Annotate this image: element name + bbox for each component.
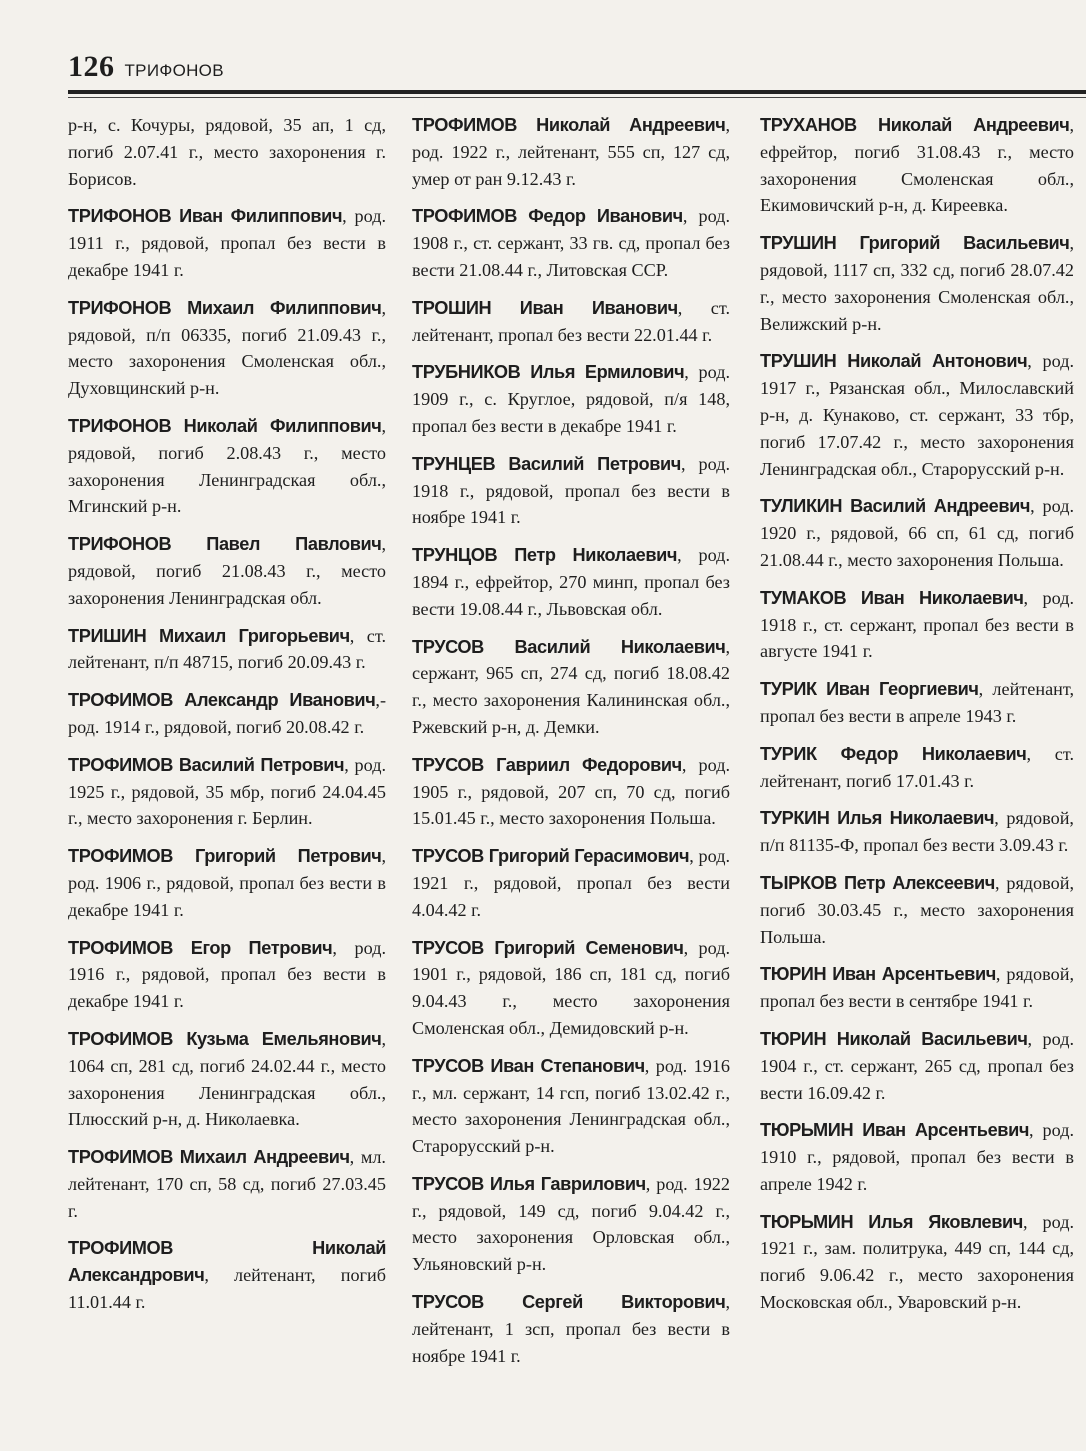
entry [412,1053,730,1160]
entry-text: р-н, с. Кочуры, рядовой, 35 ап, 1 сд, погиб 2.07.41 г., место захоронения г. Борисов. [68,115,386,189]
entry-text: , мл. лейтенант, 170 сп, 58 сд, погиб 27.03.45 г. [68,1147,386,1221]
entry-name: ТУМАКОВ Иван Николаевич [760,587,1024,608]
entry-name: ТРОФИМОВ Федор Иванович [412,206,683,227]
entry-name: ТРОФИМОВ Григорий Петрович [68,846,382,867]
entry-text: , род. 1906 г., рядовой, пропал без вести в декабре 1941 г. [68,846,386,920]
entry-text: , род. 1921 г., рядовой, пропал без вести 4.04.42 г. [412,846,730,920]
entry [68,1144,386,1224]
entry-text: , рядовой, погиб 2.08.43 г., место захоронения Ленинградская обл., Мгинский р-н. [68,415,386,517]
entry [412,359,730,439]
entry [68,687,386,741]
entry [412,542,730,622]
entry [760,676,1074,730]
entry-text: , род. 1920 г., рядовой, 66 сп, 61 сд, погиб 21.08.44 г., место захоронения Польша. [760,496,1074,570]
entry [412,203,730,283]
entry-text: , род. 1918 г., ст. сержант, пропал без вести в августе 1941 г. [760,587,1075,662]
entry-name: ТРУСОВ Григорий Семенович [412,937,684,958]
entry-text: , род. 1911 г., рядовой, пропал без вести в декабре 1941 г. [68,206,386,280]
entry-text: , род. 1909 г., с. Круглое, рядовой, п/я 148, пропал без вести в декабре 1941 г. [412,362,730,436]
entry-name: ТРОФИМОВ Василий Петрович [68,754,345,775]
entry-name: ТУЛИКИН Василий Андреевич [760,496,1031,517]
entry [68,843,386,923]
entry [760,961,1074,1015]
entry [412,843,730,923]
entry [68,623,386,677]
entry-name: ТРИФОНОВ Иван Филиппович [68,206,343,227]
entry-name: ТУРКИН Илья Николаевич [760,808,995,829]
column-3 [760,112,1074,1327]
header-rule-thin [68,97,1086,98]
entry [760,741,1074,795]
entry-text: , род. 1916 г., рядовой, пропал без вести в декабре 1941 г. [68,937,386,1012]
entry-name: ТРУШИН Григорий Васильевич [760,233,1070,254]
entry-name: ТРУСОВ Гавриил Федорович [412,754,682,775]
entry [412,451,730,531]
entry-text: , род. 1894 г., ефрейтор, 270 минп, пропал без вести 19.08.44 г., Львовская обл. [412,545,730,619]
entry [68,935,386,1015]
entry [760,870,1074,950]
entry-text: , род. 1910 г., рядовой, пропал без вести в апреле 1942 г. [760,1120,1074,1194]
entry [68,752,386,832]
entry-text: , род. 1922 г., лейтенант, 555 сп, 127 сд, умер от ран 9.12.43 г. [412,115,730,189]
entry-name: ТРУНЦЕВ Василий Петрович [412,453,681,474]
entry-name: ТРУХАНОВ Николай Андреевич [760,115,1070,135]
entry [68,1026,386,1133]
entry-text: , род. 1916 г., мл. сержант, 14 гсп, погиб 13.02.42 г., место захоронения Ленинградская обл., Старорусский р-н. [412,1055,730,1157]
entry-name: ТЮРИН Иван Арсентьевич [760,964,996,985]
entry-text: , ст. лейтенант, п/п 48715, погиб 20.09.43 г. [68,625,386,673]
entry-name: ТРОФИМОВ Александр Иванович [68,690,376,711]
entry [760,1026,1074,1106]
entry [68,203,386,283]
entry [760,1209,1074,1316]
entry-text: , род. 1905 г., рядовой, 207 сп, 70 сд, погиб 15.01.45 г., место захоронения Польша. [412,754,730,829]
entry-text: , род. 1901 г., рядовой, 186 сп, 181 сд, погиб 9.04.43 г., место захоронения Смоленская обл., Демидовский р-н. [412,937,730,1038]
entry-text: , род. 1925 г., рядовой, 35 мбр, погиб 24.04.45 г., место захоронения г. Берлин. [68,754,386,829]
entry-name: ТРОФИМОВ Кузьма Емельянович [68,1028,382,1049]
entry-name: ТЮРЬМИН Иван Арсентьевич [760,1120,1030,1141]
entry-name: ТРИФОНОВ Павел Павлович [68,534,382,555]
entry [412,1171,730,1278]
entry-text: , род. 1921 г., зам. политрука, 449 сп, 144 сд, погиб 9.06.42 г., место захоронения Московская обл., Уваровский р-н. [760,1211,1074,1313]
entry-text: ,- род. 1914 г., рядовой, погиб 20.08.42 г. [68,690,386,737]
entry-text: , род. 1917 г., Рязанская обл., Милославский р-н, д. Кунаково, ст. сержант, 33 тбр, погиб 17.07.42 г., место захоронения Ленинградская обл., Старорусский р-н. [760,351,1075,479]
entry-name: ТРОФИМОВ Егор Петрович [68,937,333,958]
entry-name: ТУРИК Иван Георгиевич [760,679,979,700]
column-2 [412,112,730,1380]
entry-name: ТРУНЦОВ Петр Николаевич [412,545,678,566]
entry-text: , род. 1908 г., ст. сержант, 33 гв. сд, пропал без вести 21.08.44 г., Литовская ССР. [412,206,730,280]
column-1 [68,112,386,1327]
page-header [68,50,224,84]
entry-name: ТРУСОВ Григорий Герасимович [412,846,690,867]
entry-name: ТЮРИН Николай Васильевич [760,1028,1028,1049]
entry-text: , рядовой, 1117 сп, 332 сд, погиб 28.07.42 г., место захоронения Смоленская обл., Велижский р-н. [760,233,1074,334]
entry-text: , лейтенант, погиб 11.01.44 г. [68,1265,386,1313]
entry [68,1235,386,1315]
entry-text: , рядовой, п/п 06335, погиб 21.09.43 г., место захоронения Смоленская обл., Духовщинский р-н. [68,297,386,399]
entry-text: , рядовой, п/п 81135-Ф, пропал без вести 3.09.43 г. [760,808,1074,856]
running-head: ТРИФОНОВ [124,61,224,80]
entry [760,805,1074,859]
entry-text: , лейтенант, 1 зсп, пропал без вести в ноябре 1941 г. [412,1292,730,1366]
entry-name: ТЮРЬМИН Илья Яковлевич [760,1211,1023,1232]
entry [760,230,1074,337]
entry [760,493,1074,573]
entry [412,752,730,832]
entry-name: ТУРИК Федор Николаевич [760,743,1027,764]
entry-name: ТРОФИМОВ Николай Андреевич [412,115,726,135]
entry-text: , сержант, 965 сп, 274 сд, погиб 18.08.42 г., место захоронения Калининская обл., Ржевский р-н, д. Демки. [412,636,730,737]
entry [68,413,386,520]
text-columns [68,112,1076,1432]
entry-text: , 1064 сп, 281 сд, погиб 24.02.44 г., место захоронения Ленинградская обл., Плюсский р-н, д. Николаевка. [68,1028,386,1130]
header-rule [68,90,1086,94]
entry [68,112,386,192]
entry-text: , рядовой, погиб 30.03.45 г., место захоронения Польша. [760,872,1074,947]
entry [760,348,1074,482]
entry [412,1289,730,1369]
entry-text: , род. 1918 г., рядовой, пропал без вести в ноябре 1941 г. [412,453,731,528]
entry-name: ТРУСОВ Илья Гаврилович [412,1173,646,1194]
entry-text: , род. 1922 г., рядовой, 149 сд, погиб 9.04.42 г., место захоронения Орловская обл., Ульяновский р-н. [412,1173,730,1275]
entry [412,634,730,741]
entry-text: , рядовой, пропал без вести в сентябре 1941 г. [760,964,1074,1012]
entry-name: ТРУСОВ Иван Степанович [412,1055,645,1076]
entry-name: ТРУСОВ Василий Николаевич [412,636,726,657]
entry-text: , ефрейтор, погиб 31.08.43 г., место захоронения Смоленская обл., Екимовичский р-н, д. Киреевка. [760,115,1074,216]
page-number: 126 [68,50,115,83]
entry-name: ТЫРКОВ Петр Алексеевич [760,872,995,893]
entry-text: , ст. лейтенант, погиб 17.01.43 г. [760,743,1075,791]
entry-name: ТРИФОНОВ Николай Филиппович [68,415,382,436]
entry-name: ТРИФОНОВ Михаил Филиппович [68,297,382,318]
entry-name: ТРИШИН Михаил Григорьевич [68,625,350,646]
entry [68,531,386,611]
entry [412,112,730,192]
entry-name: ТРОФИМОВ Михаил Андреевич [68,1147,350,1168]
entry-name: ТРУСОВ Сергей Викторович [412,1292,726,1313]
entry-name: ТРОШИН Иван Иванович [412,297,678,318]
entry-text: , лейтенант, пропал без вести в апреле 1943 г. [760,679,1074,726]
entry [760,1117,1074,1197]
entry-text: , род. 1904 г., ст. сержант, 265 сд, пропал без вести 16.09.42 г. [760,1028,1074,1103]
entry-name: ТРУШИН Николай Антонович [760,351,1028,372]
entry [412,935,730,1042]
entry-text: , ст. лейтенант, пропал без вести 22.01.44 г. [412,297,730,345]
entry [68,295,386,402]
entry [760,585,1074,665]
entry-text: , рядовой, погиб 21.08.43 г., место захоронения Ленинградская обл. [68,534,386,608]
entry [412,295,730,349]
entry-name: ТРУБНИКОВ Илья Ермилович [412,362,685,383]
entry [760,112,1074,219]
entry-name: ТРОФИМОВ Николай Александрович [68,1238,386,1286]
